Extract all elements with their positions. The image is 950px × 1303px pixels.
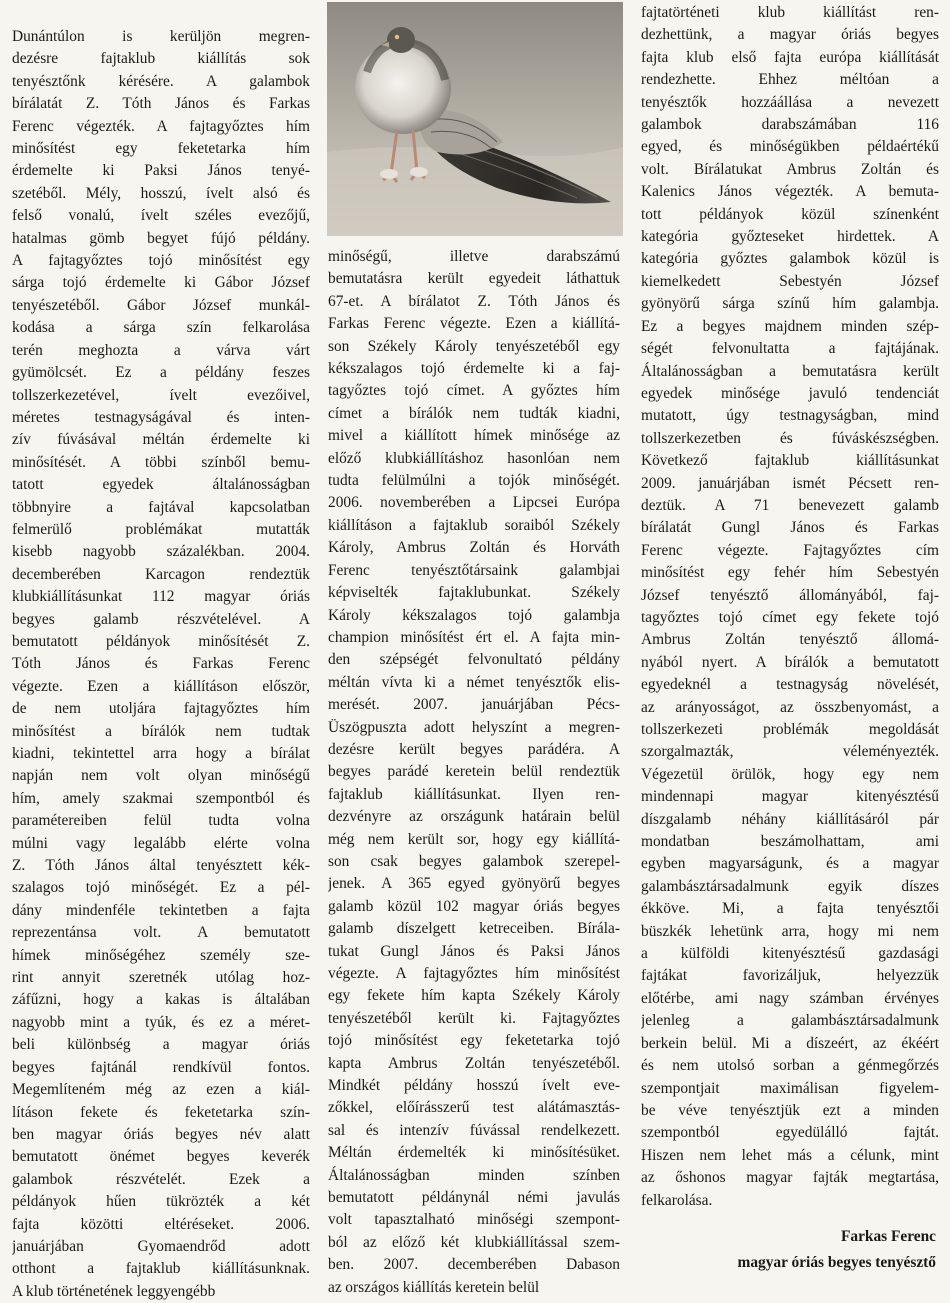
text-line: bemutatásra került egyedeit láthattuk: [328, 270, 620, 288]
text-line: előző klubkiállításhoz hasonlóan nem: [328, 449, 620, 467]
text-line: begyes parádé keretein belül rendeztük: [328, 763, 620, 781]
text-line: egyedeknél a testnagyság növelését,: [641, 676, 939, 694]
text-line: hímek minőségéhez személy sze-: [12, 946, 310, 964]
text-line: Általánosságban a bemutatásra került: [641, 362, 939, 380]
text-line: képviselték fajtaklubunkat. Székely: [328, 584, 620, 602]
text-line: méltán vívta ki a német tenyésztők elis-: [328, 673, 620, 691]
text-line: terén meghozta a várva várt: [12, 341, 310, 359]
text-line: Kalenics János végezték. A bemuta-: [641, 183, 939, 201]
text-line: dezésre került begyes parádéra. A: [328, 740, 620, 758]
text-line: fajtatörténeti klub kiállítást ren-: [641, 4, 939, 21]
text-line: tagyőztes tojó címet. A győztes hím: [328, 382, 620, 400]
text-line: tenyésztőnk kérésére. A galambok: [12, 72, 310, 90]
text-line: galambok részvételét. Ezek a: [12, 1170, 310, 1188]
text-line: bemutatott példányok minősítését Z.: [12, 632, 310, 650]
text-line: paramétereiben felül tudta volna: [12, 812, 310, 830]
column-3-text: [641, 2, 939, 1212]
text-line: Dunántúlon is kerüljön megren-: [12, 28, 310, 45]
text-line: tojó minősítést egy feketetarka tojó: [328, 1032, 620, 1050]
text-line: tenyészetéből. Gábor József munkál-: [12, 296, 310, 314]
text-line: 2006. novemberében a Lipcsei Európa: [328, 494, 620, 512]
text-line: kategória győzteseket hirdettek. A: [641, 228, 939, 246]
text-line: jelenleg a galambásztársadalmunk: [641, 1012, 939, 1030]
text-line: fajtákat favorizáljuk, helyezzük: [641, 967, 939, 985]
text-line: nyából nyert. A bírálók a bemutatott: [641, 653, 939, 671]
text-line: tenyészetéből került ki. Fajtagyőztes: [328, 1009, 620, 1027]
text-line: ben. 2007. decemberében Dabason: [328, 1256, 620, 1274]
text-line: végezte. A fajtagyőztes hím minősítést: [328, 965, 620, 982]
text-line: az őshonos magyar fajták megtartása,: [641, 1169, 939, 1187]
author-name: Farkas Ferenc: [840, 1228, 936, 1245]
text-line: galamb díszelgett ketreceiben. Bírála-: [328, 920, 620, 938]
article-column-2: [328, 246, 620, 1299]
text-line: sárga tojó érdemelte ki Gábor József: [12, 274, 310, 292]
text-line: példányok hűen tükrözték a két: [12, 1193, 310, 1211]
text-line: begyes fajtánál rendkívül fontos.: [12, 1058, 310, 1076]
text-line: Ferenc tenyésztőtársaink galambjai: [328, 561, 620, 579]
text-line: de nem utoljára fajtagyőztes hím: [12, 700, 310, 718]
column-2-text: [328, 246, 620, 1299]
text-line: ségét felvonultatta a fajtájának.: [641, 340, 939, 358]
article-column-3: [641, 2, 939, 1212]
text-line: felmerülő problémákat mutatták: [12, 520, 310, 538]
article-column-1: [12, 26, 310, 1303]
text-line: kiállításon a fajtaklub soraiból Székely: [328, 516, 620, 534]
text-line: Károly kékszalagos tojó galambja: [328, 606, 620, 624]
text-line: szalagos tojó minőségét. Ez a pél-: [12, 879, 310, 897]
text-line: son csak begyes galambok szerepel-: [328, 852, 620, 870]
text-line: deztük. A 71 benevezett galamb: [641, 496, 939, 514]
text-line: beli különbség a magyar óriás: [12, 1036, 310, 1054]
text-line: többnyire a fajtával kapcsolatban: [12, 498, 310, 516]
column-1-text: [12, 26, 310, 1303]
text-line: decemberében Karcagon rendeztük: [12, 565, 310, 583]
text-line: volt. Bírálatukat Ambrus Zoltán és: [641, 160, 939, 178]
text-line: merését. 2007. januárjában Pécs-: [328, 696, 620, 714]
text-line: dezésre fajtaklub kiállítás sok: [12, 50, 310, 68]
text-line: minősítést egy feketetarka hím: [12, 140, 310, 158]
text-line: son Székely Károly tenyészetéből egy: [328, 337, 620, 355]
text-line: egyedek minősége javuló tendenciát: [641, 384, 939, 402]
text-line: tatott egyedek általánosságban: [12, 476, 310, 494]
text-line: múlni vagy legalább elérte volna: [12, 834, 310, 852]
text-line: zív fúvásával méltán érdemelte ki: [12, 431, 310, 449]
text-line: rint annyit szeretnék utólag hoz-: [12, 969, 310, 987]
text-line: bemutatott példánynál némi javulás: [328, 1189, 620, 1207]
text-line: záfűzni, hogy a kakas is általában: [12, 991, 310, 1009]
text-line: kékszalagos tojó érdemelte ki a faj-: [328, 360, 620, 378]
text-line: díszgalamb néhány kiállításáról pár: [641, 810, 939, 828]
text-line: fajtaklub kiállításunkat. Ilyen ren-: [328, 785, 620, 803]
text-line: berkein belül. Mi a díszeért, az ékéért: [641, 1034, 939, 1052]
text-line: mivel a kiállított hímek minősége az: [328, 427, 620, 445]
text-line: egyben magyarságunk, és a magyar: [641, 855, 939, 873]
text-line: otthont a fajtaklub kiállításunknak.: [12, 1260, 310, 1278]
text-line: Méltán érdemelték ki minősítésüket.: [328, 1144, 620, 1162]
text-line: champion minősítést ért el. A fajta min-: [328, 628, 620, 646]
text-line: bírálatát Gungl János és Farkas: [641, 519, 939, 537]
text-line: előtérbe, ami nagy számban érvényes: [641, 989, 939, 1007]
text-line: Farkas Ferenc végezte. Ezen a kiállítá-: [328, 315, 620, 333]
text-line: zőkkel, előírásszerű test alátámasztás-: [328, 1099, 620, 1117]
text-line: és nem utolsó sorban a génmegőrzés: [641, 1057, 939, 1075]
text-line: felkarolása.: [641, 1191, 713, 1209]
text-line: nagyobb mint a tyúk, és ez a méret-: [12, 1013, 310, 1031]
text-line: sal és intenzív fúvással rendelkezett.: [328, 1121, 620, 1139]
text-line: kapta Ambrus Zoltán tenyészetéből.: [328, 1054, 620, 1072]
text-line: volt tapasztalható minőségi szempont-: [328, 1211, 620, 1229]
text-line: Tóth János és Farkas Ferenc: [12, 655, 310, 673]
text-line: tukat Gungl János és Paksi János: [328, 942, 620, 960]
text-line: dány mindenféle tekintetben a fajta: [12, 901, 310, 919]
text-line: fajta klub első fajta európa kiállítását: [641, 48, 939, 66]
text-line: tenyésztők hozzáállása a nevezett: [641, 93, 939, 111]
text-line: gyümölcsét. Ez a példány feszes: [12, 364, 310, 382]
text-line: klubkiállításunkat 112 magyar óriás: [12, 588, 310, 606]
text-line: tagyőztes tojó címet egy fekete tojó: [641, 608, 939, 626]
text-line: méretes testnagyságával és inten-: [12, 408, 310, 426]
text-line: Ez a begyes majdnem minden szép-: [641, 317, 939, 335]
text-line: kiemelkedett Sebestyén József: [641, 272, 939, 290]
text-line: ból az előző két klubkiállítással szem-: [328, 1233, 620, 1251]
text-line: januárjában Gyomaendrőd adott: [12, 1237, 310, 1255]
text-line: den szépségét felvonultató példány: [328, 651, 620, 669]
text-line: 67-et. A bírálatot Z. Tóth János és: [328, 292, 620, 310]
text-line: szorgalmazták, véleményezték.: [641, 743, 939, 761]
text-line: címet a bírálók nem tudták kiadni,: [328, 404, 620, 422]
text-line: szempontból egyedülálló fajtát.: [641, 1124, 939, 1142]
text-line: tollszerkezeti problémák megoldását: [641, 721, 939, 738]
text-line: egyed, és minőségükben példaértékű: [641, 138, 939, 156]
text-line: begyes galamb részvételével. A: [12, 610, 310, 628]
text-line: fajta közötti eltéréseket. 2006.: [12, 1215, 310, 1233]
text-line: dezhettünk, a magyar óriás begyes: [641, 26, 939, 44]
text-line: 2009. januárjában ismét Pécsett ren-: [641, 474, 939, 492]
pigeon-icon: [327, 2, 623, 236]
text-line: ékköve. Mi, a fajta tenyésztői: [641, 900, 939, 918]
text-line: József tenyésztő állományából, faj-: [641, 586, 939, 604]
text-line: Mindkét példány hosszú ívelt eve-: [328, 1077, 620, 1095]
text-line: minősítését. A többi színből bemu-: [12, 453, 310, 471]
text-line: gyönyörű sárga színű hím galambja.: [641, 295, 939, 313]
text-line: végezte. Ezen a kiállításon először,: [12, 677, 310, 695]
text-line: galambok darabszámában 116: [641, 116, 939, 134]
text-line: tott példányok közül színenként: [641, 205, 939, 223]
text-line: minősítést egy fehér hím Sebestyén: [641, 564, 939, 582]
text-line: ben magyar óriás begyes név alatt: [12, 1125, 310, 1143]
text-line: kiadni, tekintettel arra hogy a bírálat: [12, 745, 310, 762]
text-line: még nem került sor, hogy egy kiállítá-: [328, 830, 620, 848]
text-line: tollszerkezetével, ívelt evezőivel,: [12, 386, 310, 404]
text-line: érdemelte ki Paksi János tenyé-: [12, 162, 310, 180]
text-line: Megemlíteném még az ezen a kiál-: [12, 1081, 310, 1099]
text-line: jenek. A 365 egyed gyönyörű begyes: [328, 875, 620, 893]
author-role: magyar óriás begyes tenyésztő: [737, 1254, 936, 1271]
text-line: minősítést a bírálók nem tudtak: [12, 722, 310, 740]
text-line: Általánosságban minden színben: [328, 1166, 620, 1184]
text-line: felső vonalú, ívelt széles evezőjű,: [12, 207, 310, 225]
text-line: a külföldi kitenyésztésű gazdasági: [641, 945, 939, 963]
text-line: A fajtagyőztes tojó minősítést egy: [12, 252, 310, 270]
text-line: Hiszen nem lehet más a célunk, mint: [641, 1146, 939, 1164]
text-line: Károly, Ambrus Zoltán és Horváth: [328, 539, 620, 557]
text-line: lításon fekete és feketetarka szín-: [12, 1103, 310, 1121]
text-line: galamb közül 102 magyar óriás begyes: [328, 897, 620, 915]
text-line: rendezhette. Ehhez méltóan a: [641, 71, 939, 89]
text-line: egy fekete hím kapta Székely Károly: [328, 987, 620, 1005]
text-line: mindennapi magyar kitenyésztésű: [641, 788, 939, 806]
text-line: szempontjait maximálisan figyelem-: [641, 1079, 939, 1097]
text-line: Z. Tóth János által tenyésztett kék-: [12, 857, 310, 875]
text-line: napján nem volt olyan minőségű: [12, 767, 310, 785]
text-line: kategória győztes galambok közül is: [641, 250, 939, 268]
text-line: bemutatott önémet begyes keverék: [12, 1148, 310, 1166]
text-line: bírálatát Z. Tóth János és Farkas: [12, 95, 310, 113]
text-line: dezvényre az országunk határain belül: [328, 808, 620, 826]
text-line: reprezentánsa volt. A bemutatott: [12, 924, 310, 942]
text-line: szetéből. Mély, hosszú, ívelt alsó és: [12, 184, 310, 202]
text-line: galambásztársadalmunk egyik díszes: [641, 877, 939, 895]
text-line: büszkék lehetünk arra, hogy mi nem: [641, 922, 939, 940]
text-line: Ferenc végezték. A fajtagyőztes hím: [12, 117, 310, 135]
text-line: kodása a sárga szín felkarolása: [12, 319, 310, 337]
text-line: be véve tenyésztjük ezt a minden: [641, 1101, 939, 1119]
pigeon-photo: [327, 2, 623, 236]
text-line: az országos kiállítás keretein belül: [328, 1278, 540, 1296]
text-line: mondatban beszámolhattam, ami: [641, 833, 939, 851]
text-line: Következő fajtaklub kiállításunkat: [641, 452, 939, 470]
text-line: Ambrus Zoltán tenyésztő állomá-: [641, 631, 939, 649]
text-line: az arányosságot, az összbenyomást, a: [641, 698, 939, 716]
text-line: Ferenc végezte. Fajtagyőztes cím: [641, 541, 939, 559]
text-line: A klub történetének leggyengébb: [12, 1282, 216, 1300]
text-line: tollszerkezetben és fúváskészségben.: [641, 429, 939, 447]
text-line: mutatott, úgy testnagyságban, mind: [641, 407, 939, 425]
text-line: hatalmas gömb begyet fújó példány.: [12, 229, 310, 247]
text-line: kisebb nagyobb százalékban. 2004.: [12, 543, 310, 561]
text-line: Üszögpuszta adott helyszínt a megren-: [328, 718, 620, 736]
text-line: minőségű, illetve darabszámú: [328, 248, 620, 265]
text-line: tudta felülmúlni a tojók minőségét.: [328, 472, 620, 490]
text-line: Végezetül örülök, hogy egy nem: [641, 765, 939, 783]
text-line: hím, amely szakmai szempontból és: [12, 789, 310, 807]
